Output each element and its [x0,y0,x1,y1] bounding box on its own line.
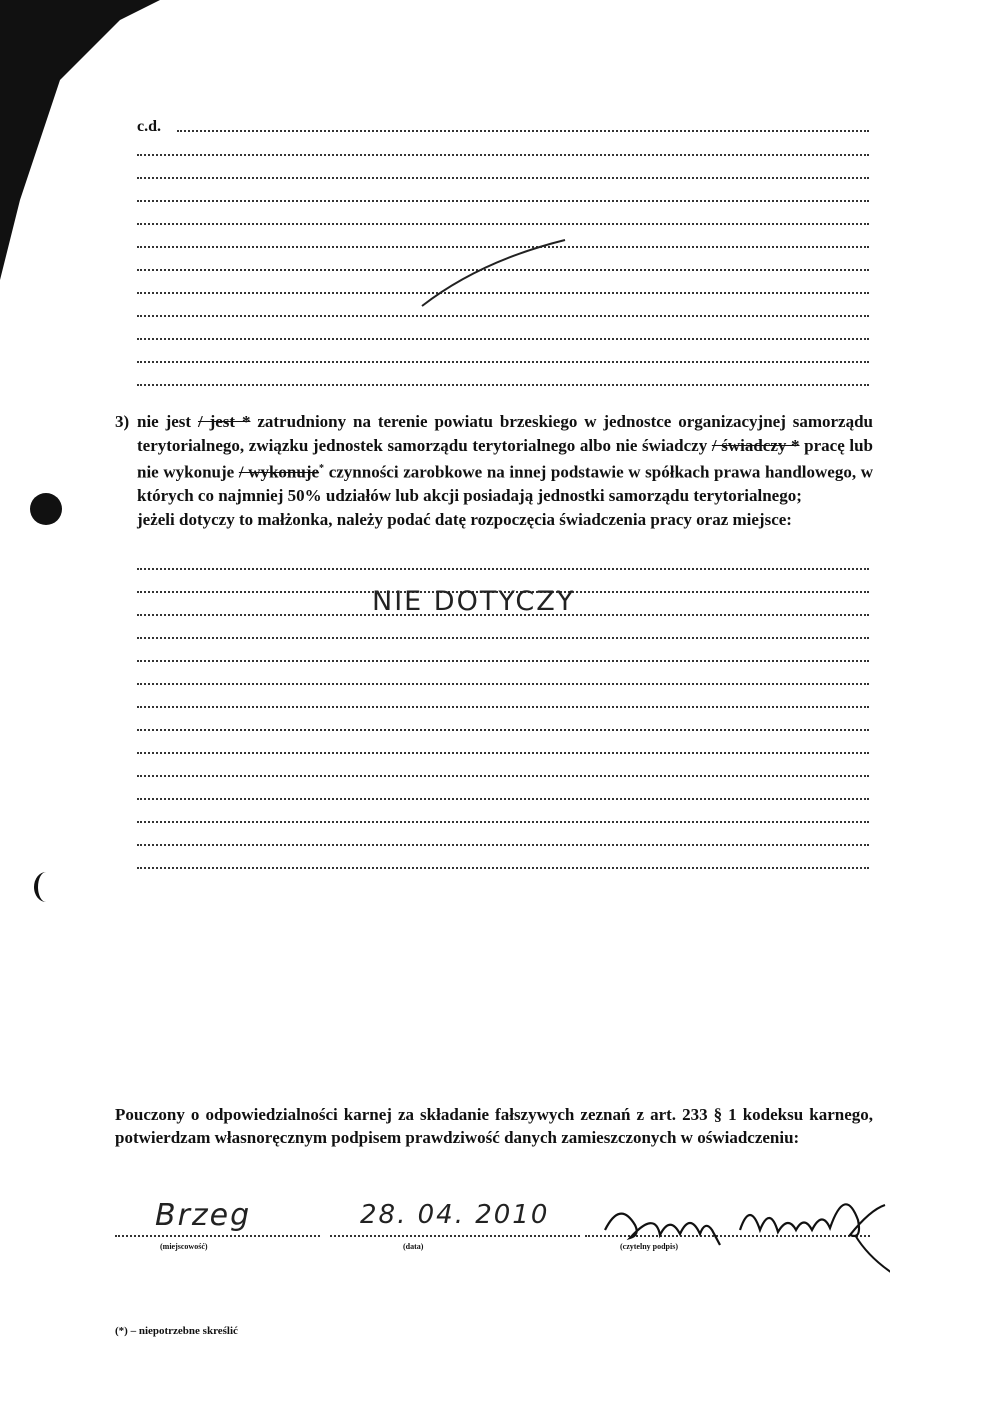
dotted-line [137,798,869,800]
section-text: pracę lub [804,435,874,455]
signature-row [115,1190,875,1280]
handwritten-signature [600,1190,890,1280]
dotted-line [137,315,869,317]
asterisk-mark: * [319,463,325,474]
footnote: (*) – niepotrzebne skreślić [115,1325,238,1337]
dotted-line [137,384,869,386]
punch-hole [30,493,62,525]
dotted-line [137,338,869,340]
dotted-line [137,568,869,570]
punch-hole-partial [34,872,58,902]
place-caption: (miejscowość) [160,1242,208,1251]
dotted-line [137,729,869,731]
dotted-line [137,223,869,225]
struck-option: / świadczy * [711,435,800,455]
dotted-line [137,752,869,754]
continuation-label: c.d. [137,118,161,135]
section-number: 3) [115,412,130,431]
date-line [330,1235,580,1237]
date-handwritten: 28. 04. 2010 [360,1200,550,1230]
section-text: zatrudniony na terenie powiatu brzeskiego w jednostce organizacyjnej samorządu terytorialnego, związku jednostek samorządu terytorialnego albo [137,412,874,455]
dotted-line [137,637,869,639]
place-line [115,1235,320,1237]
selected-option: nie jest [137,412,192,431]
handwritten-entry: NIE DOTYCZY [372,586,576,617]
selected-option: nie świadczy [615,435,708,455]
dotted-line [177,130,869,132]
dotted-line [137,177,869,179]
dotted-line [137,683,869,685]
folded-corner-shadow [0,0,160,280]
section-text: czynności zarobkowe na innej podstawie w spółkach prawa handlowego, w których co najmniej 50% udziałów lub akcji posiadają jednostki samorządu terytorialnego; [137,462,874,506]
section-3 [115,410,873,531]
spouse-instruction: jeżeli dotyczy to małżonka, należy podać datę rozpoczęcia świadczenia pracy oraz miejsce: [137,509,792,529]
selected-option: nie wykonuje [137,462,235,482]
dotted-line [137,361,869,363]
place-handwritten: Brzeg [155,1198,252,1233]
dotted-line [137,154,869,156]
dotted-line [137,844,869,846]
dotted-line [137,821,869,823]
struck-option: / wykonuje [238,462,320,482]
dotted-line [137,867,869,869]
signature-caption: (czytelny podpis) [620,1242,678,1251]
dotted-line [137,660,869,662]
dotted-line [137,706,869,708]
oath-statement: Pouczony o odpowiedzialności karnej za składanie fałszywych zeznań z art. 233 § 1 kodeksu karnego, potwierdzam własnoręcznym podpisem prawdziwość danych zamieszczonych w oświadczeniu: [115,1105,873,1147]
dotted-line [137,775,869,777]
dotted-line [137,200,869,202]
date-caption: (data) [403,1242,424,1251]
struck-option: / jest * [197,412,251,431]
cancel-stroke [420,236,570,311]
